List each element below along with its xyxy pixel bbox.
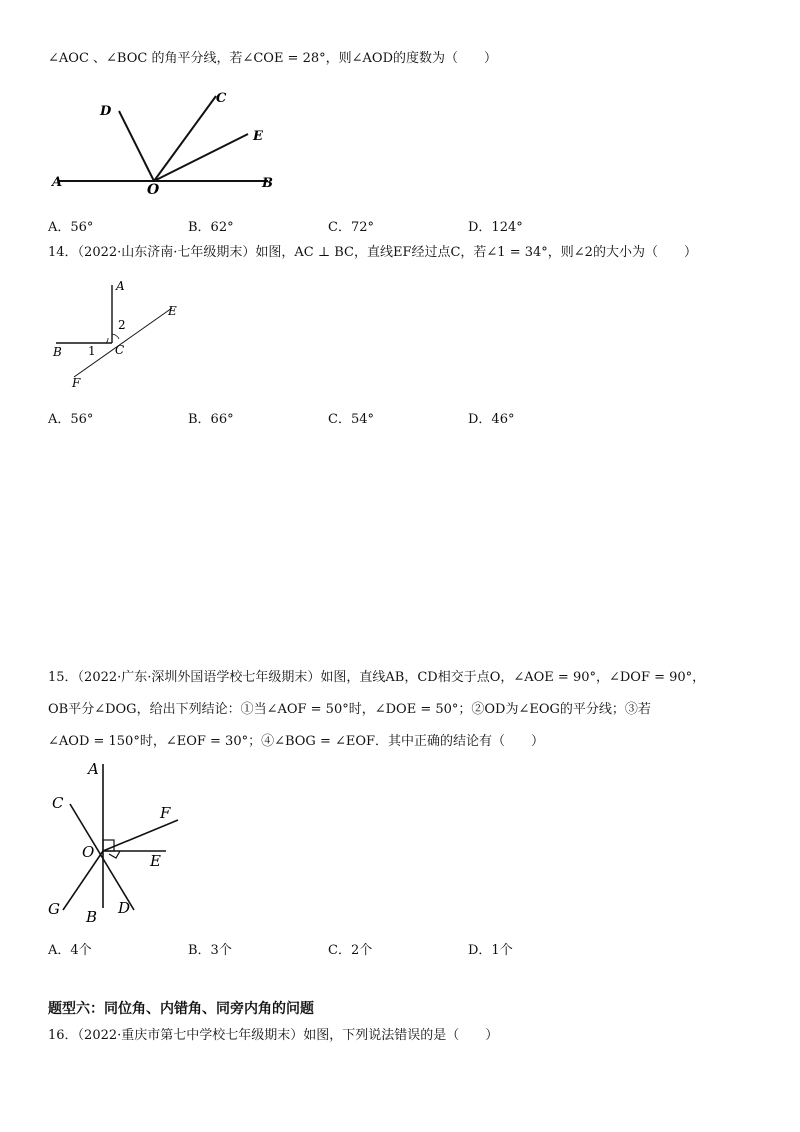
q14-point-b: B	[53, 345, 62, 359]
q15-stem-line2: OB平分∠DOG，给出下列结论：①当∠AOF = 50°时，∠DOE = 50°；②OD为∠EOG的平分线；③若	[48, 702, 651, 717]
q13-stem: ∠AOC 、∠BOC 的角平分线，若∠COE = 28°，则∠AOD的度数为（ ）	[48, 51, 497, 66]
q15-figure	[44, 760, 204, 930]
q15-option-a: A．4个	[48, 943, 92, 958]
q14-point-a: A	[116, 279, 125, 293]
q15-point-a: A	[88, 760, 99, 778]
q13-point-a: A	[52, 175, 63, 190]
q14-point-f: F	[72, 376, 81, 390]
q13-point-e: E	[253, 129, 263, 144]
q13-point-b: B	[262, 176, 273, 191]
q15-point-b: B	[86, 908, 98, 926]
q15-point-d: D	[118, 899, 131, 917]
q14-option-c: C．54°	[328, 412, 374, 427]
q13-option-d: D．124°	[468, 220, 523, 235]
q15-point-f: F	[160, 804, 171, 822]
q13-option-c: C．72°	[328, 220, 374, 235]
q13-point-d: D	[100, 104, 112, 119]
q16-stem: 16．（2022·重庆市第七中学校七年级期末）如图，下列说法错误的是（ ）	[48, 1028, 499, 1043]
q15-point-e: E	[150, 852, 161, 870]
q13-point-c: C	[216, 91, 227, 106]
q14-point-e: E	[168, 304, 177, 318]
q15-point-g: G	[48, 900, 60, 918]
q14-option-a: A．56°	[48, 412, 94, 427]
q15-option-d: D．1个	[468, 943, 513, 958]
q14-stem: 14．（2022·山东济南·七年级期末）如图，AC ⊥ BC，直线EF经过点C，若∠1 = 34°，则∠2的大小为（ ）	[48, 245, 697, 260]
q14-angle-1: 1	[88, 344, 96, 358]
q15-option-c: C．2个	[328, 943, 373, 958]
section-title: 题型六：同位角、内错角、同旁内角的问题	[48, 1001, 314, 1017]
q13-figure	[50, 90, 290, 200]
q14-figure	[48, 280, 198, 390]
q13-option-a: A．56°	[48, 220, 94, 235]
q13-option-b: B．62°	[188, 220, 234, 235]
q15-stem-line1: 15．（2022·广东·深圳外国语学校七年级期末）如图，直线AB，CD相交于点O，∠AOE = 90°，∠DOF = 90°，	[48, 670, 706, 685]
q15-option-b: B．3个	[188, 943, 232, 958]
q14-point-c: C	[115, 343, 125, 357]
q14-option-b: B．66°	[188, 412, 234, 427]
q13-point-o: O	[147, 182, 160, 198]
q14-angle-2: 2	[118, 318, 126, 332]
q14-option-d: D．46°	[468, 412, 515, 427]
q15-point-o: O	[82, 843, 95, 861]
q15-point-c: C	[52, 794, 64, 812]
q15-stem-line3: ∠AOD = 150°时，∠EOF = 30°；④∠BOG = ∠EOF．其中正确的结论有（ ）	[48, 734, 545, 749]
